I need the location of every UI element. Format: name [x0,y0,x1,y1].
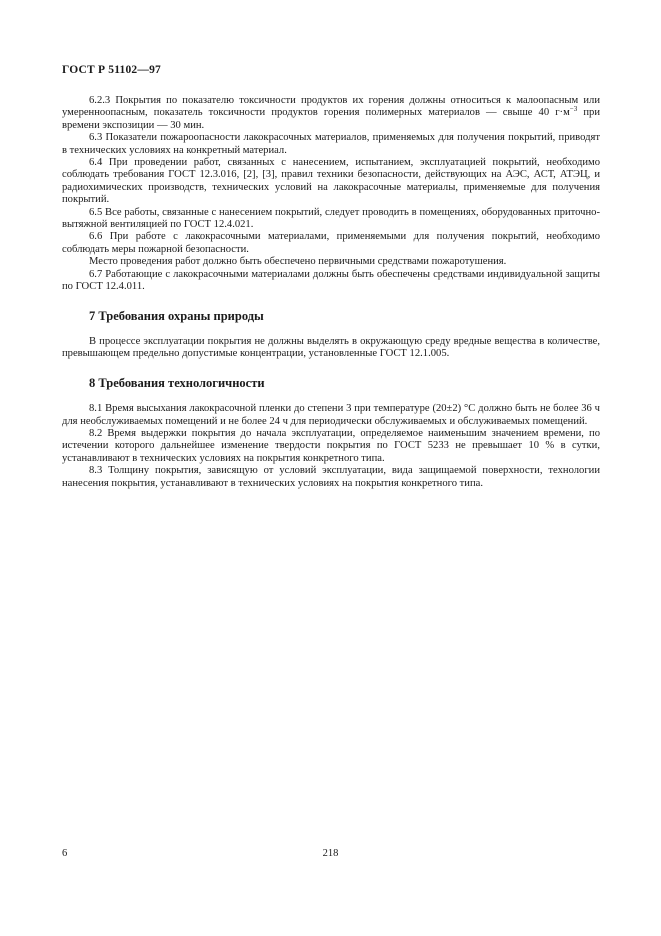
paragraph-6-4: 6.4 При проведении работ, связанных с нанесением, испытанием, эксплуатацией покрытий, необходимо соблюдать требования ГОСТ 12.3.016, [2], [3], правил техники безопасности, действующих на АЭС, АСТ, АТЭЦ, и радиохимических производств, технических условий на лакокрасочные материалы, применяемые для получения покрытий. [62,157,600,206]
paragraph-6-7: 6.7 Работающие с лакокрасочными материалами должны быть обеспечены средствами индивидуальной защиты по ГОСТ 12.4.011. [62,268,600,293]
paragraph-6-6: 6.6 При работе с лакокрасочными материалами, применяемыми для получения покрытий, необходимо соблюдать меры пожарной безопасности. [62,231,600,255]
section-7-heading: 7 Требования охраны природы [89,308,264,323]
paragraph-6-6-note: Место проведения работ должно быть обеспечено первичными средствами пожаротушения. [89,256,507,268]
page-number: 6 [62,848,68,859]
sheet-number: 218 [322,848,339,859]
paragraph-7: В процессе эксплуатации покрытия не должны выделять в окружающую среду вредные вещества в количестве, превышающем предельно допустимые концентрации, установленные ГОСТ 12.1.005. [62,335,600,360]
superscript: −3 [569,105,578,114]
paragraph-8-2: 8.2 Время выдержки покрытия до начала эксплуатации, определяемое наименьшим значением времени, по истечении которого дальнейшее изменение твердости покрытия по ГОСТ 5233 не превышает 10 % в сутки, устанавливают в технических условиях на покрытия конкретного типа. [62,427,600,464]
document-header: ГОСТ Р 51102—97 [62,64,161,76]
paragraph-8-3: 8.3 Толщину покрытия, зависящую от условий эксплуатации, вида защищаемой поверхности, технологии нанесения покрытия, устанавливают в технических условиях на покрытия конкретного типа. [62,465,600,489]
section-8-heading: 8 Требования технологичности [89,375,265,390]
paragraph-6-2-3: 6.2.3 Покрытия по показателю токсичности продуктов их горения должны относиться к малоопасным или умеренноопасным, показатель токсичности продуктов горения полимерных материалов — свыше 40 $г\cdot м^{-3}$ при времени экспозиции — 30 мин. [62,95,600,131]
paragraph-6-3: 6.3 Показатели пожароопасности лакокрасочных материалов, применяемых для получения покрытий, приводят в технических условиях на конкретный материал. [62,132,600,156]
paragraph-6-5: 6.5 Все работы, связанные с нанесением покрытий, следует проводить в помещениях, оборудованных приточно-вытяжной вентиляцией по ГОСТ 12.4.021. [62,206,600,231]
document-body [62,95,600,490]
paragraph-8-1: 8.1 Время высыхания лакокрасочной пленки до степени 3 при температуре (20±2) °С должно быть не более 36 ч для необслуживаемых помещений и не более 24 ч для периодически обслуживаемых и обслуживаемых помещений. [62,403,600,427]
